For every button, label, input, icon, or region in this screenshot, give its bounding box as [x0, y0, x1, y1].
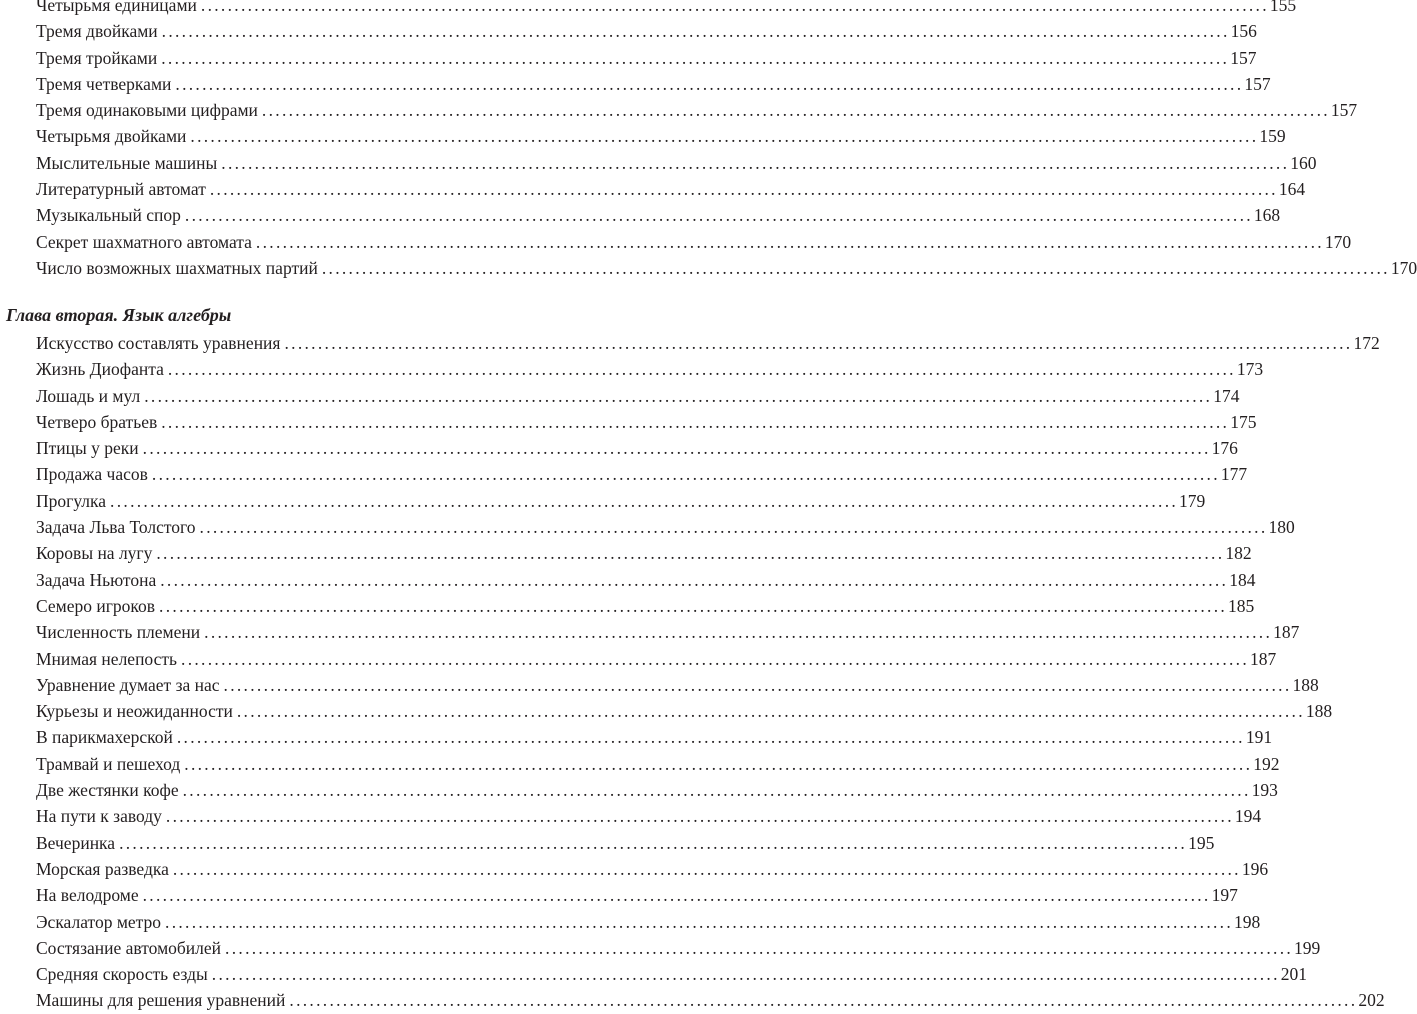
toc-entry-title: Тремя четверками [36, 73, 172, 94]
toc-entry-page-number: 157 [1330, 100, 1358, 121]
toc-leader-dots: ................................................................................................................................................................ [161, 47, 1230, 68]
toc-entry-title: Уравнение думает за нас [36, 674, 220, 695]
toc-entry [36, 488, 1206, 514]
toc-entry-title: Семеро игроков [36, 595, 156, 616]
toc-entry [36, 724, 1273, 750]
toc-entry-page-number: 196 [1241, 858, 1269, 879]
toc-entry-page-number: 173 [1236, 359, 1264, 380]
toc-entry-title: На пути к заводу [36, 806, 162, 827]
toc-entry-title: На велодроме [36, 885, 139, 906]
toc-entry [36, 856, 1269, 882]
toc-entry-page-number: 187 [1250, 648, 1277, 669]
toc-entry-page-number: 195 [1188, 832, 1215, 853]
toc-leader-dots: ................................................................................................................................................................ [142, 885, 1211, 906]
toc-entry-title: Морская разведка [36, 858, 169, 879]
toc-leader-dots: ................................................................................................................................................................ [160, 569, 1229, 590]
toc-leader-dots: ................................................................................................................................................................ [284, 333, 1353, 353]
toc-entry-page-number: 201 [1280, 964, 1308, 985]
toc-entry-page-number: 157 [1230, 47, 1257, 68]
toc-entry-title: Вечеринка [36, 832, 116, 853]
toc-entry-title: Музыкальный спор [36, 205, 181, 226]
toc-entry-page-number: 176 [1211, 438, 1238, 459]
toc-entry [36, 383, 1240, 409]
toc-entry-page-number: 177 [1220, 464, 1248, 485]
toc-entry-page-number: 174 [1213, 385, 1240, 406]
toc-entry [36, 646, 1277, 672]
toc-leader-dots: ................................................................................................................................................................ [211, 964, 1280, 985]
toc-entry-title: Тремя одинаковыми цифрами [36, 100, 258, 121]
toc-entry [36, 45, 1257, 71]
toc-entry-page-number: 155 [1269, 0, 1297, 15]
toc-entry-title: Лошадь и мул [36, 385, 141, 406]
toc-entry-title: Четверо братьев [36, 411, 158, 432]
toc-entry-page-number: 168 [1253, 205, 1281, 226]
toc-entry [36, 830, 1215, 856]
toc-entry [36, 435, 1238, 461]
toc-entry [36, 356, 1264, 382]
toc-entry-title: Тремя двойками [36, 21, 158, 42]
toc-entry-page-number: 187 [1273, 622, 1300, 643]
toc-leader-dots: ................................................................................................................................................................ [172, 858, 1241, 879]
toc-entry-page-number: 159 [1259, 126, 1286, 147]
toc-entry-title: Мыслительные машины [36, 152, 218, 173]
toc-entry-title: Искусство составлять уравнения [36, 333, 281, 353]
toc-leader-dots: ................................................................................................................................................................ [144, 385, 1213, 406]
toc-leader-dots: ................................................................................................................................................................ [175, 73, 1244, 94]
toc-entry [36, 751, 1280, 777]
toc-leader-dots: ................................................................................................................................................................ [289, 990, 1358, 1011]
toc-leader-dots: ................................................................................................................................................................ [182, 780, 1251, 801]
toc-leader-dots: ................................................................................................................................................................ [176, 727, 1245, 748]
toc-leader-dots: ................................................................................................................................................................ [142, 438, 1211, 459]
toc-entry-title: Число возможных шахматных партий [36, 257, 318, 278]
toc-entry [36, 255, 1417, 281]
toc-entry-page-number: 194 [1234, 806, 1262, 827]
toc-leader-dots: ................................................................................................................................................................ [225, 937, 1294, 958]
toc-entry-page-number: 188 [1292, 674, 1319, 695]
toc-entry [36, 202, 1281, 228]
toc-leader-dots: ................................................................................................................................................................ [161, 21, 1230, 42]
toc-entry [36, 229, 1352, 255]
toc-entry [36, 176, 1306, 202]
toc-entry [36, 672, 1319, 698]
toc-entry-page-number: 191 [1245, 727, 1273, 748]
toc-leader-dots: ................................................................................................................................................................ [165, 911, 1234, 932]
toc-entry-title: Трамвай и пешеход [36, 753, 181, 774]
toc-entry-title: Продажа часов [36, 464, 148, 485]
toc-entry [36, 935, 1321, 961]
toc-leader-dots: ................................................................................................................................................................ [236, 701, 1305, 722]
toc-leader-dots: ................................................................................................................................................................ [161, 411, 1230, 432]
toc-leader-dots: ................................................................................................................................................................ [119, 832, 1188, 853]
toc-leader-dots: ................................................................................................................................................................ [151, 464, 1220, 485]
toc-chapter-list [36, 330, 1385, 1014]
toc-entry [36, 409, 1257, 435]
toc-leader-dots: ................................................................................................................................................................ [204, 622, 1273, 643]
toc-leader-dots: ................................................................................................................................................................ [181, 648, 1250, 669]
toc-leader-dots: ................................................................................................................................................................ [165, 806, 1234, 827]
toc-entry-page-number: 160 [1290, 152, 1317, 173]
toc-entry [36, 777, 1278, 803]
toc-entry-page-number: 198 [1234, 911, 1261, 932]
toc-entry-page-number: 179 [1179, 490, 1206, 511]
toc-entry [36, 330, 1380, 356]
toc-entry-title: Машины для решения уравнений [36, 990, 286, 1011]
toc-leader-dots: ................................................................................................................................................................ [223, 674, 1292, 695]
toc-leader-dots: ................................................................................................................................................................ [190, 126, 1259, 147]
toc-entry [36, 909, 1261, 935]
toc-entry-page-number: 202 [1358, 990, 1385, 1011]
toc-entry-page-number: 156 [1230, 21, 1257, 42]
toc-entry-title: Курьезы и неожиданности [36, 701, 233, 722]
toc-entry [36, 567, 1256, 593]
toc-leader-dots: ................................................................................................................................................................ [159, 595, 1228, 616]
toc-entry-title: Численность племени [36, 622, 201, 643]
toc-entry-page-number: 164 [1278, 179, 1306, 200]
toc-entry-title: Четырьмя единицами [36, 0, 197, 15]
toc-entry-title: В парикмахерской [36, 727, 173, 748]
toc-entry [36, 698, 1333, 724]
toc-section-list [36, 0, 1417, 281]
toc-leader-dots: ................................................................................................................................................................ [156, 543, 1225, 564]
toc-entry-page-number: 172 [1353, 333, 1380, 353]
toc-leader-dots: ................................................................................................................................................................ [199, 517, 1268, 538]
toc-entry [36, 0, 1297, 18]
toc-entry-title: Жизнь Диофанта [36, 359, 164, 380]
toc-entry [36, 987, 1385, 1013]
toc-entry-title: Состязание автомобилей [36, 937, 222, 958]
toc-entry-title: Литературный автомат [36, 179, 206, 200]
toc-entry [36, 882, 1238, 908]
toc-leader-dots: ................................................................................................................................................................ [221, 152, 1290, 173]
toc-entry-page-number: 197 [1211, 885, 1238, 906]
toc-entry-title: Две жестянки кофе [36, 780, 179, 801]
toc-entry-title: Задача Льва Толстого [36, 517, 196, 538]
toc-entry-page-number: 192 [1253, 753, 1280, 774]
toc-entry-page-number: 185 [1228, 595, 1255, 616]
toc-leader-dots: ................................................................................................................................................................ [167, 359, 1236, 380]
toc-entry-title: Задача Ньютона [36, 569, 157, 590]
toc-entry-page-number: 180 [1268, 517, 1295, 538]
toc-entry [36, 961, 1308, 987]
toc-leader-dots: ................................................................................................................................................................ [209, 179, 1278, 200]
toc-entry-page-number: 182 [1225, 543, 1252, 564]
toc-leader-dots: ................................................................................................................................................................ [184, 205, 1253, 226]
toc-leader-dots: ................................................................................................................................................................ [261, 100, 1330, 121]
toc-entry-title: Секрет шахматного автомата [36, 231, 252, 252]
toc-entry [36, 18, 1257, 44]
toc-entry-page-number: 175 [1230, 411, 1257, 432]
toc-entry [36, 71, 1271, 97]
toc-entry [36, 97, 1358, 123]
toc-entry-page-number: 157 [1244, 73, 1271, 94]
toc-leader-dots: ................................................................................................................................................................ [110, 490, 1179, 511]
toc-entry-page-number: 170 [1324, 231, 1352, 252]
toc-entry-title: Средняя скорость езды [36, 964, 208, 985]
toc-entry [36, 514, 1295, 540]
toc-entry [36, 123, 1286, 149]
toc-entry-title: Тремя тройками [36, 47, 158, 68]
toc-entry-title: Птицы у реки [36, 438, 139, 459]
toc-entry-title: Эскалатор метро [36, 911, 162, 932]
toc-leader-dots: ................................................................................................................................................................ [184, 753, 1253, 774]
toc-entry [36, 461, 1248, 487]
toc-leader-dots: ................................................................................................................................................................ [255, 231, 1324, 252]
toc-entry-page-number: 199 [1294, 937, 1321, 958]
toc-entry-title: Четырьмя двойками [36, 126, 187, 147]
toc-entry [36, 619, 1300, 645]
toc-entry-page-number: 193 [1251, 780, 1278, 801]
toc-entry [36, 593, 1255, 619]
toc-entry [36, 803, 1262, 829]
toc-entry-page-number: 188 [1305, 701, 1333, 722]
toc-entry [36, 150, 1317, 176]
toc-entry [36, 540, 1252, 566]
chapter-heading: Глава вторая. Язык алгебры [6, 305, 232, 325]
toc-entry-title: Прогулка [36, 490, 107, 511]
toc-entry-page-number: 170 [1390, 257, 1417, 278]
toc-leader-dots: ................................................................................................................................................................ [321, 257, 1390, 278]
toc-entry-title: Коровы на лугу [36, 543, 153, 564]
toc-leader-dots: ................................................................................................................................................................ [200, 0, 1269, 15]
toc-entry-title: Мнимая нелепость [36, 648, 178, 669]
toc-entry-page-number: 184 [1229, 569, 1256, 590]
